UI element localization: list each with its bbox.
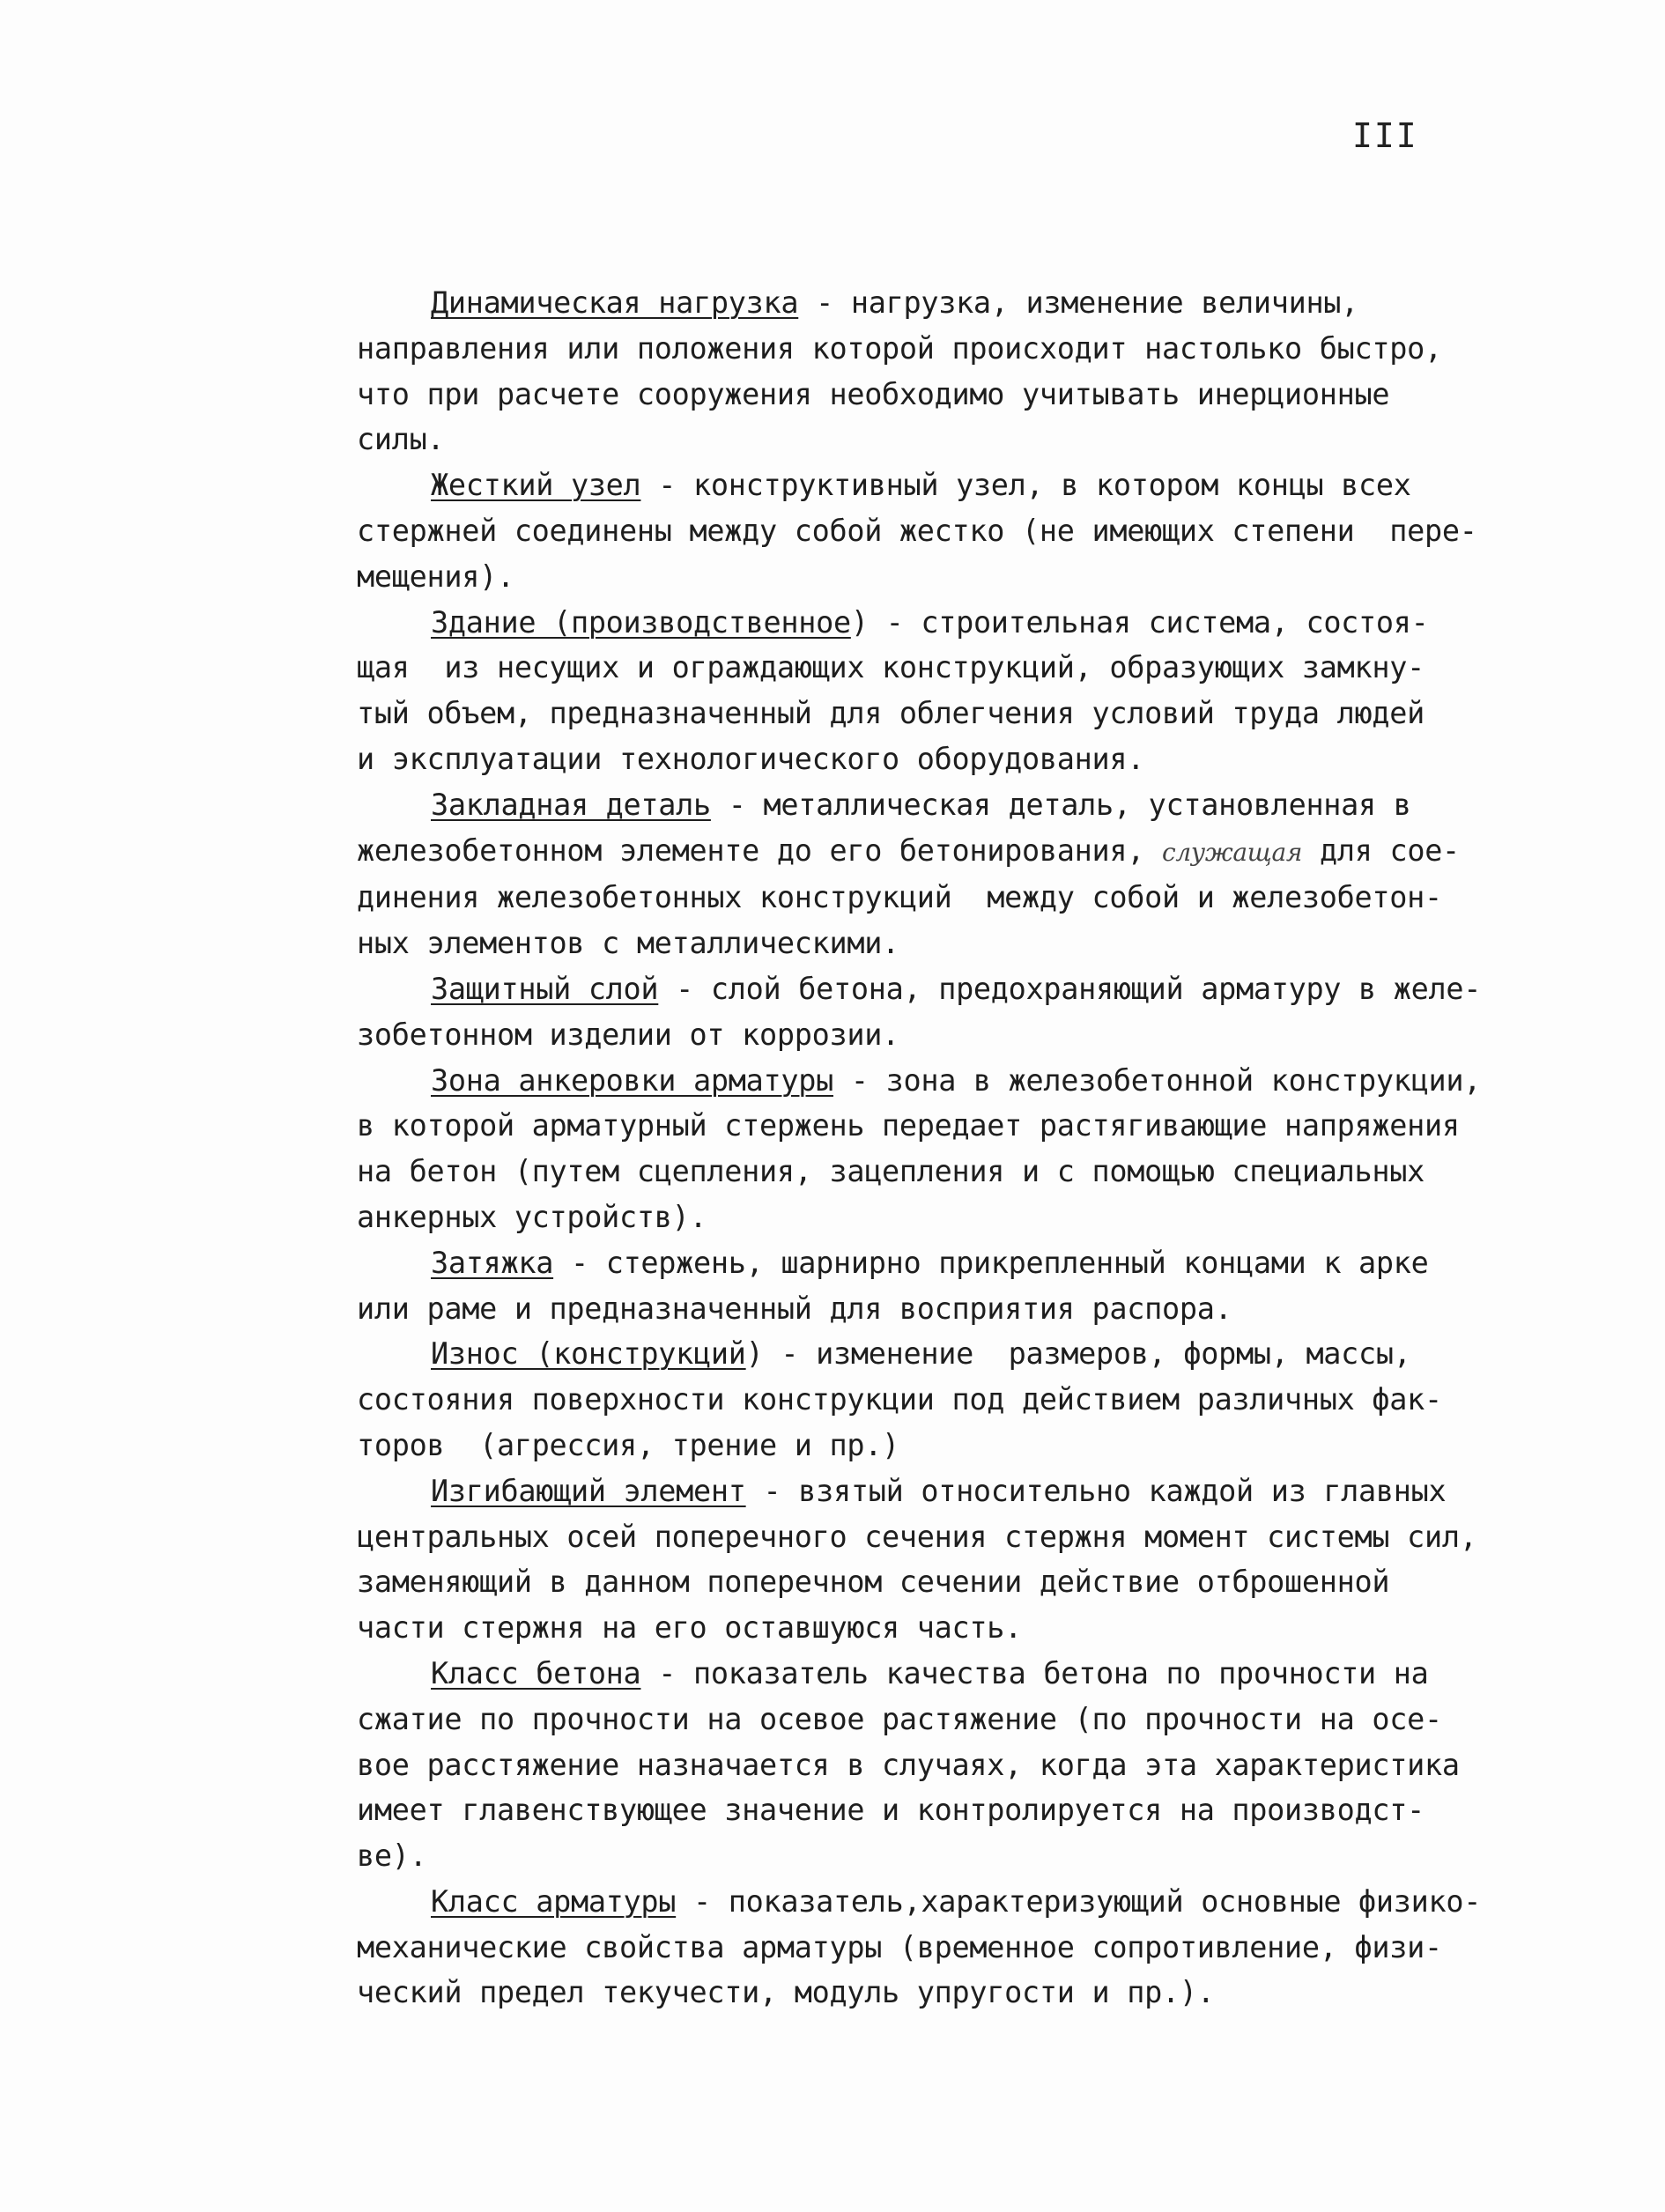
- definition-line: - конструктивный узел, в котором концы всех: [640, 468, 1411, 503]
- glossary-entry: [357, 462, 1537, 599]
- definition-line: мещения).: [357, 559, 514, 594]
- definition-line: динения железобетонных конструкций между собой и железобетон-: [357, 880, 1442, 915]
- definition-line: имеет главенствующее значение и контролируется на производст-: [357, 1793, 1424, 1828]
- definition-line: стержней соединены между собой жестко (не имеющих степени пере-: [357, 513, 1477, 548]
- definition-line: - слой бетона, предохраняющий арматуру в желе-: [658, 971, 1482, 1006]
- definition-line: ческий предел текучести, модуль упругости и пр.).: [357, 1975, 1215, 2010]
- definition-line: - взятый относительно каждой из главных: [745, 1473, 1447, 1508]
- glossary-term: Зона анкеровки арматуры: [431, 1062, 833, 1098]
- page-number: III: [1352, 116, 1418, 155]
- glossary-entry: [357, 1331, 1537, 1468]
- definition-line: - зона в железобетонной конструкции,: [832, 1062, 1482, 1098]
- definition-line: заменяющий в данном поперечном сечении действие отброшенной: [357, 1565, 1390, 1600]
- glossary-term: Затяжка: [431, 1245, 554, 1280]
- glossary-entry: [357, 1879, 1537, 2016]
- glossary-term: Закладная деталь: [431, 787, 711, 822]
- definition-line: торов (агрессия, трение и пр.): [357, 1427, 899, 1462]
- glossary-term: Изгибающий элемент: [431, 1473, 746, 1508]
- definition-line: ве).: [357, 1838, 427, 1874]
- glossary-entry: [357, 1651, 1537, 1879]
- glossary-term: Жесткий узел: [431, 468, 641, 503]
- glossary-body: [357, 280, 1537, 2016]
- glossary-term: Динамическая нагрузка: [431, 285, 799, 320]
- glossary-term: Здание (производственное: [431, 604, 851, 640]
- definition-line: или раме и предназначенный для восприятия распора.: [357, 1291, 1232, 1326]
- definition-line: - стержень, шарнирно прикрепленный концами к арке: [553, 1245, 1429, 1280]
- definition-line: механические свойства арматуры (временное сопротивление, физи-: [357, 1929, 1442, 1964]
- definition-line: ) - изменение размеров, формы, массы,: [745, 1336, 1411, 1372]
- definition-line: - нагрузка, изменение величины,: [798, 285, 1359, 320]
- definition-line: силы.: [357, 422, 445, 457]
- definition-line: в которой арматурный стержень передает растягивающие напряжения: [357, 1108, 1460, 1143]
- definition-line: - показатель качества бетона по прочности на: [640, 1655, 1429, 1690]
- definition-line: - показатель,характеризующий основные физико-: [676, 1883, 1482, 1919]
- handwritten-insertion: служащая: [1161, 837, 1303, 867]
- definition-line: ных элементов с металлическими.: [357, 926, 899, 961]
- glossary-term: Износ (конструкций: [431, 1336, 746, 1372]
- definition-line: ) - строительная система, состоя-: [850, 604, 1429, 640]
- definition-line: центральных осей поперечного сечения стержня момент системы сил,: [357, 1519, 1477, 1554]
- definition-line: для сое-: [1302, 832, 1460, 868]
- definition-line: направления или положения которой происходит настолько быстро,: [357, 330, 1442, 366]
- definition-line: щая из несущих и ограждающих конструкций, образующих замкну-: [357, 650, 1424, 685]
- glossary-term: Класс арматуры: [431, 1883, 677, 1919]
- glossary-entry: [357, 1240, 1537, 1332]
- glossary-term: Класс бетона: [431, 1655, 641, 1690]
- definition-line: тый объем, предназначенный для облегчения условий труда людей: [357, 696, 1424, 731]
- definition-line: состояния поверхности конструкции под действием различных фак-: [357, 1382, 1442, 1417]
- glossary-entry: [357, 280, 1537, 462]
- definition-line: что при расчете сооружения необходимо учитывать инерционные: [357, 376, 1390, 411]
- definition-line: железобетонном элементе до его бетонирования,: [357, 832, 1162, 868]
- definition-line: на бетон (путем сцепления, зацепления и с помощью специальных: [357, 1154, 1424, 1189]
- definition-line: сжатие по прочности на осевое растяжение (по прочности на осе-: [357, 1701, 1442, 1736]
- definition-line: анкерных устройств).: [357, 1199, 707, 1234]
- definition-line: зобетонном изделии от коррозии.: [357, 1017, 899, 1052]
- glossary-entry: [357, 782, 1537, 966]
- definition-line: вое расстяжение назначается в случаях, когда эта характеристика: [357, 1747, 1460, 1782]
- definition-line: части стержня на его оставшуюся часть.: [357, 1610, 1023, 1646]
- glossary-entry: [357, 1469, 1537, 1651]
- glossary-entry: [357, 966, 1537, 1058]
- definition-line: и эксплуатации технологического оборудования.: [357, 741, 1145, 776]
- definition-line: - металлическая деталь, установленная в: [710, 787, 1411, 822]
- glossary-term: Защитный слой: [431, 971, 659, 1006]
- glossary-entry: [357, 1058, 1537, 1240]
- glossary-entry: [357, 600, 1537, 782]
